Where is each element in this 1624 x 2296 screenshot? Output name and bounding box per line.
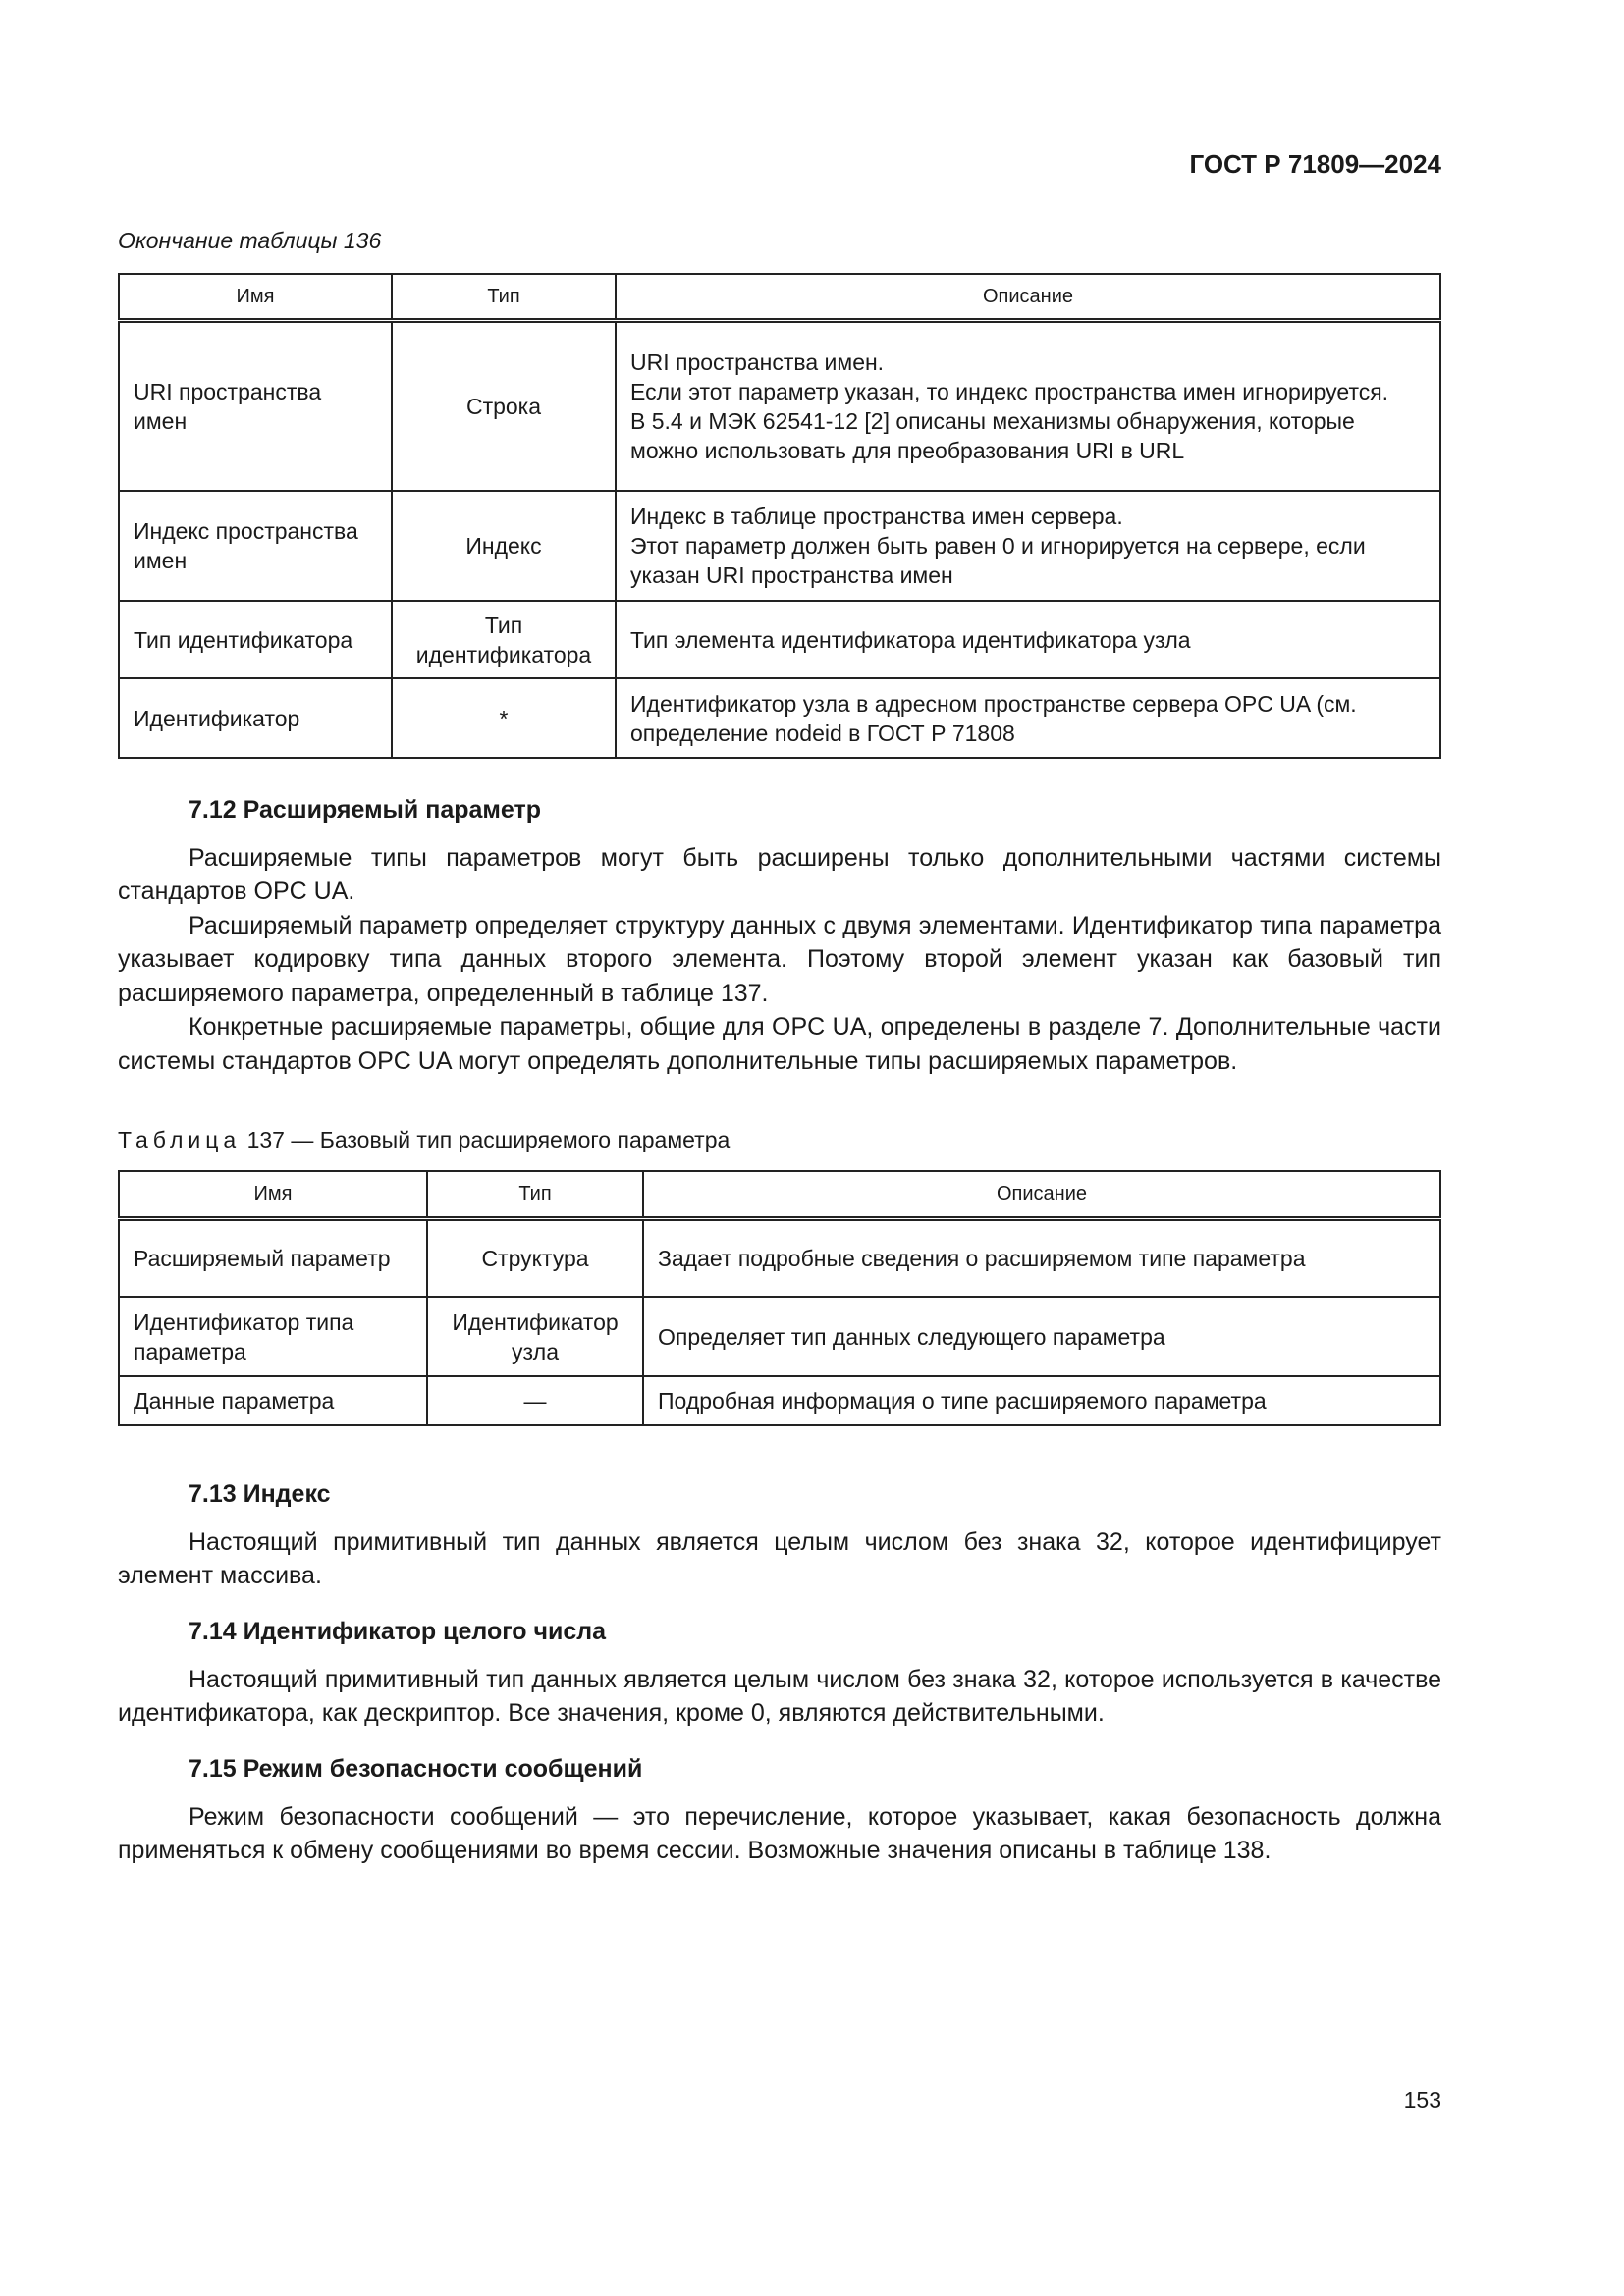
section-heading: 7.14 Идентификатор целого числа <box>189 1618 607 1645</box>
section-7-15 <box>118 1752 1441 1868</box>
document-header: ГОСТ Р 71809—2024 <box>1189 149 1441 179</box>
table-row <box>119 678 1440 758</box>
cell-desc <box>616 320 1440 491</box>
cell-desc: Задает подробные сведения о расширяемом типе параметра <box>643 1218 1440 1297</box>
table-row <box>119 320 1440 491</box>
desc-line: В 5.4 и МЭК 62541-12 [2] описаны механизмы обнаружения, которые можно использовать для преобразования URI в URL <box>630 407 1355 463</box>
paragraph: Расширяемые типы параметров могут быть расширены только дополнительными частями системы стандартов OPC UA. <box>118 843 1441 905</box>
paragraph: Настоящий примитивный тип данных является целым числом без знака 32, которое идентифицирует элемент массива. <box>118 1527 1441 1589</box>
table-row <box>119 1218 1440 1297</box>
column-header: Описание <box>616 274 1440 320</box>
desc-line: URI пространства имен. <box>630 348 885 375</box>
section-7-12 <box>118 793 1441 1078</box>
table-header-row <box>119 274 1440 320</box>
paragraph: Режим безопасности сообщений — это перечисление, которое указывает, какая безопасность должна применяться к обмену сообщениями во время сессии. Возможные значения описаны в таблице 138. <box>118 1802 1441 1864</box>
cell-desc <box>616 491 1440 601</box>
table-row <box>119 1376 1440 1425</box>
caption-text: 137 — Базовый тип расширяемого параметра <box>246 1127 731 1152</box>
cell-name: Данные параметра <box>119 1376 427 1425</box>
cell-type: Тип идентификатора <box>392 601 616 678</box>
paragraph: Настоящий примитивный тип данных является целым числом без знака 32, которое используется в качестве идентификатора, как дескриптор. Все значения, кроме 0, являются действительными. <box>118 1665 1441 1727</box>
desc-line: Этот параметр должен быть равен 0 и игнорируется на сервере, если указан URI пространства имен <box>630 533 1366 588</box>
cell-name: Тип идентификатора <box>119 601 392 678</box>
cell-desc: Подробная информация о типе расширяемого параметра <box>643 1376 1440 1425</box>
table-137 <box>118 1170 1441 1426</box>
section-heading: 7.13 Индекс <box>189 1480 331 1508</box>
table-136 <box>118 273 1441 759</box>
table-row <box>119 1297 1440 1376</box>
section-heading: 7.15 Режим безопасности сообщений <box>189 1755 643 1783</box>
column-header: Тип <box>427 1171 643 1218</box>
table-row <box>119 601 1440 678</box>
cell-desc: Идентификатор узла в адресном пространстве сервера OPC UA (см. определение nodeid в ГОСТ Р 71808 <box>616 678 1440 758</box>
cell-desc: Тип элемента идентификатора идентификатора узла <box>616 601 1440 678</box>
cell-type: * <box>392 678 616 758</box>
table-row <box>119 491 1440 601</box>
cell-type: Идентификатор узла <box>427 1297 643 1376</box>
paragraph: Конкретные расширяемые параметры, общие для OPC UA, определены в разделе 7. Дополнительные части системы стандартов OPC UA могут определять дополнительные типы расширяемых параметров. <box>118 1013 1441 1075</box>
column-header: Имя <box>119 1171 427 1218</box>
column-header: Тип <box>392 274 616 320</box>
page-number: 153 <box>1403 2087 1441 2112</box>
cell-name: Идентификатор типа параметра <box>119 1297 427 1376</box>
cell-name: Индекс пространства имен <box>119 491 392 601</box>
cell-type: Структура <box>427 1218 643 1297</box>
paragraph: Расширяемый параметр определяет структуру данных с двумя элементами. Идентификатор типа параметра указывает кодировку типа данных второго элемента. Поэтому второй элемент указан как базовый тип расширяемого параметра, определенный в таблице 137. <box>118 911 1441 1007</box>
desc-line: Если этот параметр указан, то индекс пространства имен игнорируется. <box>630 378 1389 404</box>
table-header-row <box>119 1171 1440 1218</box>
table-continuation-caption: Окончание таблицы 136 <box>118 228 382 253</box>
section-heading: 7.12 Расширяемый параметр <box>189 796 541 824</box>
column-header: Описание <box>643 1171 1440 1218</box>
cell-name: Расширяемый параметр <box>119 1218 427 1297</box>
table-137-caption <box>118 1127 730 1153</box>
cell-name: URI пространства имен <box>119 320 392 491</box>
cell-type: Строка <box>392 320 616 491</box>
section-7-13 <box>118 1477 1441 1593</box>
desc-line: Индекс в таблице пространства имен сервера. <box>630 504 1123 529</box>
cell-type: — <box>427 1376 643 1425</box>
section-7-14 <box>118 1615 1441 1731</box>
cell-type: Индекс <box>392 491 616 601</box>
caption-label: Таблица <box>118 1127 242 1152</box>
column-header: Имя <box>119 274 392 320</box>
cell-name: Идентификатор <box>119 678 392 758</box>
cell-desc: Определяет тип данных следующего параметра <box>643 1297 1440 1376</box>
